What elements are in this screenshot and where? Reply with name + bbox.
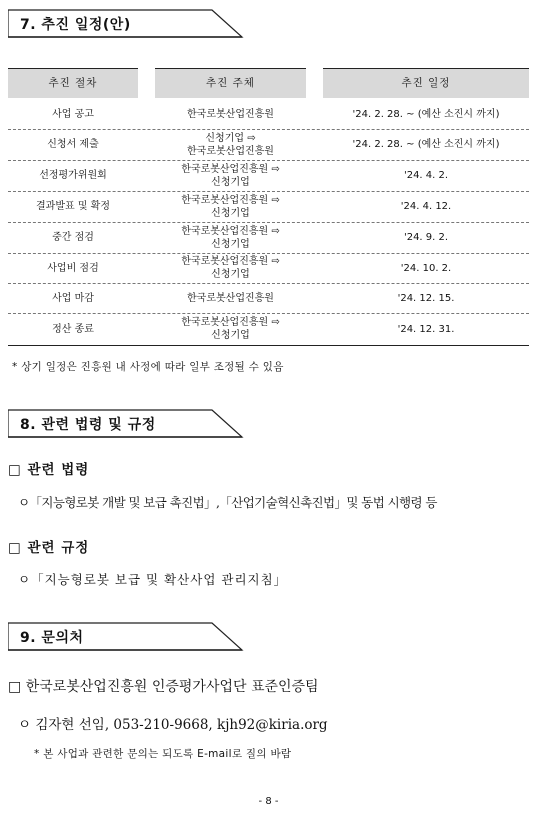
table-cell-date-text: '24. 4. 2. (403, 170, 449, 181)
table-cell-actor-text: 신청기업 (211, 176, 250, 188)
table-cell-date (323, 99, 529, 129)
table-cell-actor-text: 한국로봇산업진흥원 ⇨ (181, 225, 280, 237)
table-cell-actor-text: 신청기업 (211, 269, 250, 280)
table-cell-actor-text: 한국로봇산업진흥원 ⇨ (181, 317, 280, 328)
contact-person: ㅇ 김자현 선임, 053-210-9668, kjh92@kiria.org (18, 717, 328, 733)
table-cell-date (323, 129, 529, 160)
rules-heading: □ 관련 규정 (8, 540, 90, 556)
table-cell-actor (155, 253, 306, 283)
table-header-date: 추진 일정 (323, 68, 529, 98)
table-cell-date (323, 283, 529, 313)
table-cell-step-text: 사업 공고 (52, 108, 94, 120)
table-cell-actor-text: 한국로봇산업진흥원 ⇨ (181, 163, 280, 175)
table-cell-step (8, 191, 138, 222)
table-cell-date (323, 313, 529, 345)
table-header-step: 추진 절차 (8, 68, 138, 98)
table-cell-date (323, 160, 529, 191)
table-cell-actor-text: 신청기업 (211, 330, 250, 341)
section-9-title: 9. 문의처 (20, 630, 84, 646)
table-cell-actor-text: 한국로봇산업진흥원 (187, 145, 274, 157)
table-cell-actor-text: 신청기업 ⇨ (205, 132, 256, 144)
table-cell-actor (155, 313, 306, 345)
table-cell-step-text: 사업비 점검 (47, 262, 99, 274)
table-cell-actor (155, 283, 306, 313)
table-cell-actor (155, 160, 306, 191)
section-7-title: 7. 추진 일정(안) (20, 17, 131, 33)
table-cell-date-text: '24. 9. 2. (403, 232, 449, 243)
table-cell-step (8, 99, 138, 129)
table-cell-actor-text: 신청기업 (211, 207, 250, 219)
table-cell-step (8, 222, 138, 253)
table-cell-date (323, 222, 529, 253)
table-header-actor: 추진 주체 (155, 68, 306, 98)
table-cell-actor (155, 222, 306, 253)
table-cell-date-text: '24. 10. 2. (400, 262, 452, 274)
laws-item: ㅇ「지능형로봇 개발 및 보급 촉진법」,「산업기술혁신촉진법」및 동법 시행령 등 (18, 495, 437, 510)
table-cell-actor-text: 한국로봇산업진흥원 ⇨ (181, 256, 280, 267)
table-cell-actor-text: 신청기업 (211, 238, 250, 250)
rules-item: ㅇ「지능형로봇 보급 및 확산사업 관리지침」 (18, 572, 288, 587)
table-cell-date (323, 253, 529, 283)
table-cell-actor-text: 한국로봇산업진흥원 (187, 108, 274, 120)
table-cell-step-text: 선정평가위원회 (39, 170, 107, 181)
section-8-header (8, 409, 244, 437)
table-cell-date-text: '24. 12. 31. (397, 323, 455, 335)
table-cell-step (8, 283, 138, 313)
table-cell-actor (155, 191, 306, 222)
table-cell-actor (155, 129, 306, 160)
table-cell-date-text: '24. 4. 12. (400, 201, 452, 212)
table-row-divider (8, 345, 529, 346)
laws-heading: □ 관련 법령 (8, 462, 90, 478)
table-cell-date-text: '24. 2. 28. ~ (예산 소진시 까지) (352, 139, 500, 150)
table-cell-step-text: 사업 마감 (52, 292, 94, 304)
table-cell-step-text: 신청서 제출 (47, 139, 99, 150)
contact-org: □ 한국로봇산업진흥원 인증평가사업단 표준인증팀 (8, 679, 319, 695)
section-7-header (8, 9, 244, 37)
table-cell-step (8, 129, 138, 160)
table-cell-step (8, 253, 138, 283)
page-number: - 8 - (258, 796, 279, 807)
table-cell-step-text: 정산 종료 (52, 323, 94, 335)
table-cell-date-text: '24. 2. 28. ~ (예산 소진시 까지) (352, 108, 500, 120)
table-cell-step (8, 313, 138, 345)
schedule-note: * 상기 일정은 진흥원 내 사정에 따라 일부 조정될 수 있음 (12, 361, 284, 373)
table-cell-step (8, 160, 138, 191)
section-9-header (8, 622, 244, 650)
contact-note: * 본 사업과 관련한 문의는 되도록 E-mail로 질의 바람 (34, 748, 292, 760)
table-cell-actor-text: 한국로봇산업진흥원 (187, 292, 274, 304)
table-cell-date-text: '24. 12. 15. (397, 292, 455, 304)
table-cell-actor (155, 99, 306, 129)
table-cell-date (323, 191, 529, 222)
table-cell-step-text: 결과발표 및 확정 (36, 201, 110, 212)
section-8-title: 8. 관련 법령 및 규정 (20, 417, 156, 433)
table-cell-step-text: 중간 점검 (52, 232, 94, 243)
table-cell-actor-text: 한국로봇산업진흥원 ⇨ (181, 194, 280, 206)
